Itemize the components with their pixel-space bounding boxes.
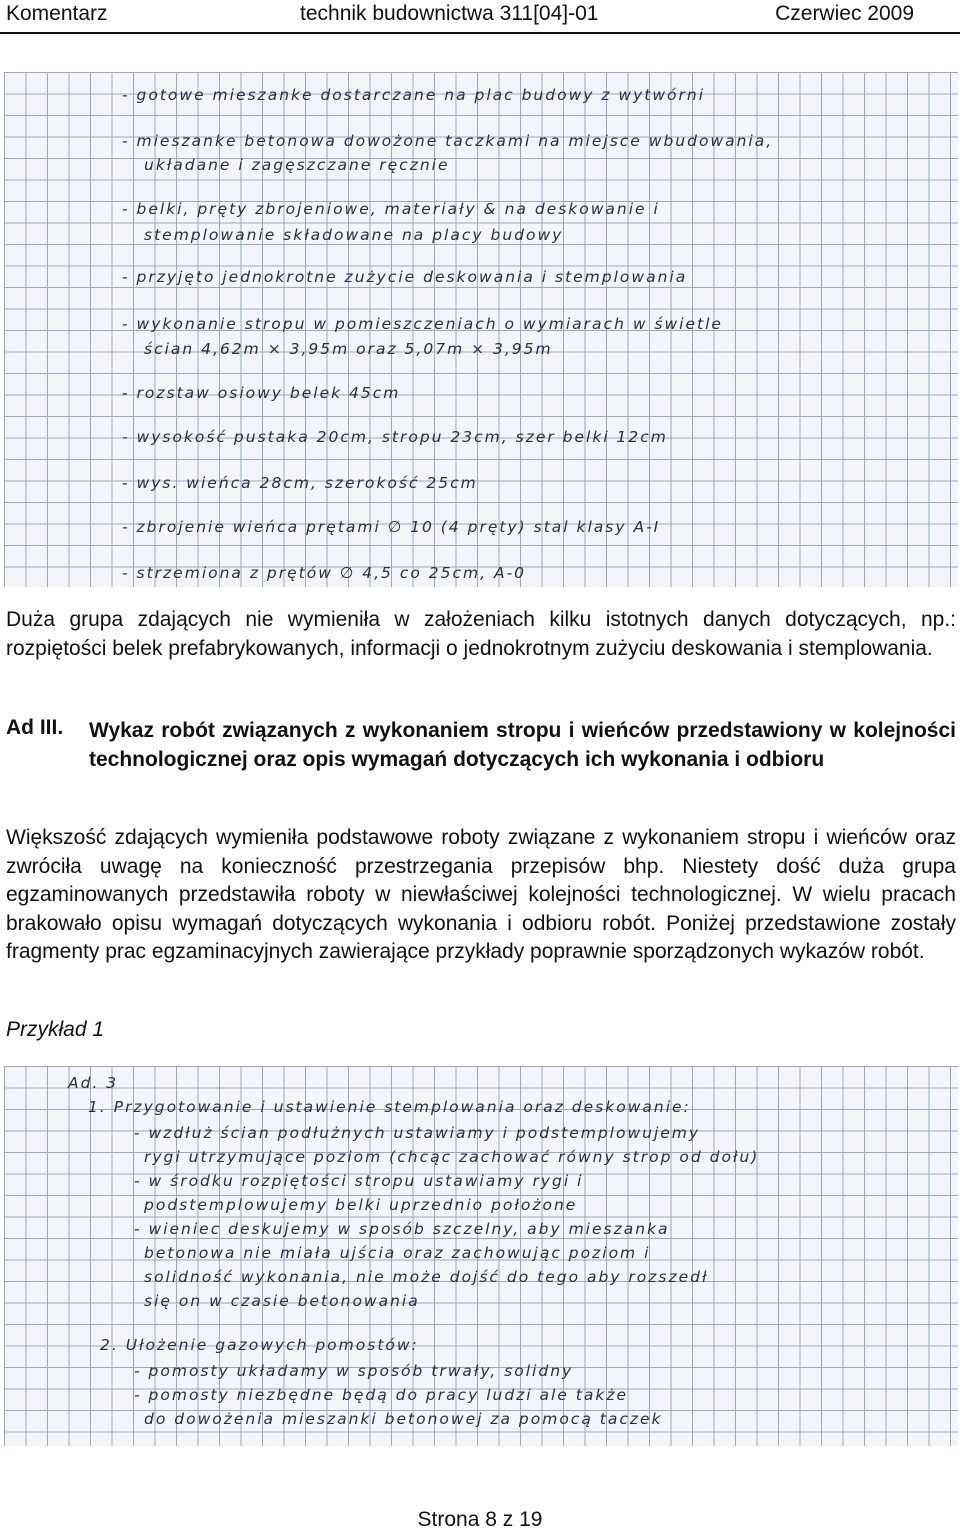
handwritten-line: układane i zagęszczane ręcznie (144, 156, 450, 174)
handwritten-line: Ad. 3 (68, 1074, 119, 1092)
handwritten-line: do dowożenia mieszanki betonowej za pomocą taczek (144, 1410, 663, 1428)
handwritten-line: rygi utrzymujące poziom (chcąc zachować równy strop od dołu) (144, 1148, 760, 1166)
handwritten-line: - wykonanie stropu w pomieszczeniach o wymiarach w świetle (122, 315, 723, 333)
handwritten-line: stemplowanie składowane na placy budowy (144, 226, 564, 244)
handwritten-line: podstemplowujemy belki uprzednio położone (144, 1196, 578, 1214)
page-header (0, 0, 960, 28)
page-number: Strona 8 z 19 (417, 1508, 543, 1531)
handwritten-line: - mieszanke betonowa dowożone taczkami na miejsce wbudowania, (122, 132, 774, 150)
handwritten-scan-1 (4, 72, 958, 587)
handwritten-line: - gotowe mieszanke dostarczane na plac budowy z wytwórni (122, 86, 706, 104)
section-title: Wykaz robót związanych z wykonaniem stropu i wieńców przedstawiony w kolejności technologicznej oraz opis wymagań dotyczących ich wykonania i odbioru (89, 719, 956, 771)
handwritten-line: - pomosty układamy w sposób trwały, solidny (134, 1362, 574, 1380)
paragraph-commentary: Większość zdających wymieniła podstawowe roboty związane z wykonaniem stropu i wieńców oraz zwróciła uwagę na konieczność przestrzegania przepisów bhp. Niestety dość duża grupa egzaminowanych przedstawiła roboty w niewłaściwej kolejności technologicznej. W wielu pracach brakowało opisu wymagań dotyczących wykonania i odbioru robót. Poniżej przedstawione zostały fragmenty prac egzaminacyjnych zawierające przykłady poprawnie sporządzonych wykazów robót. (6, 826, 956, 964)
handwritten-line: ścian 4,62m × 3,95m oraz 5,07m × 3,95m (144, 340, 553, 358)
handwritten-line: - wzdłuż ścian podłużnych ustawiamy i podstemplowujemy (134, 1124, 701, 1142)
example-label: Przykład 1 (6, 1018, 105, 1041)
header-right: Czerwiec 2009 (775, 2, 914, 25)
handwritten-line: - zbrojenie wieńca prętami ∅ 10 (4 pręty) stal klasy A-I (122, 518, 661, 536)
handwritten-line: - pomosty niezbędne będą do pracy ludzi ale także (134, 1386, 629, 1404)
header-center: technik budownictwa 311[04]-01 (300, 2, 599, 25)
handwritten-line: - belki, pręty zbrojeniowe, materiały & na deskowanie i (122, 200, 660, 218)
handwritten-line: 2. Ułożenie gazowych pomostów: (100, 1336, 419, 1354)
handwritten-line: - wys. wieńca 28cm, szerokość 25cm (122, 474, 478, 492)
handwritten-line: - rozstaw osiowy belek 45cm (122, 384, 401, 402)
handwritten-line: się on w czasie betonowania (144, 1292, 420, 1310)
handwritten-line: - wieniec deskujemy w sposób szczelny, aby mieszanka (134, 1220, 670, 1238)
handwritten-line: betonowa nie miała ujścia oraz zachowując poziom i (144, 1244, 651, 1262)
handwritten-line: - w środku rozpiętości stropu ustawiamy rygi i (134, 1172, 584, 1190)
handwritten-line: solidność wykonania, nie może dojść do tego aby rozszedł (144, 1268, 709, 1286)
handwritten-line: 1. Przygotowanie i ustawienie stemplowania oraz deskowanie: (88, 1098, 691, 1116)
paragraph-assumptions: Duża grupa zdających nie wymieniła w założeniach kilku istotnych danych dotyczących, np.: rozpiętości belek prefabrykowanych, informacji o jednokrotnym zużyciu deskowania i stemplowania. (6, 608, 956, 660)
handwritten-line: - strzemiona z prętów ∅ 4,5 co 25cm, A-0 (122, 564, 527, 582)
header-rule (0, 32, 960, 34)
handwritten-line: - przyjęto jednokrotne zużycie deskowania i stemplowania (122, 268, 688, 286)
header-left: Komentarz (6, 2, 108, 25)
section-label: Ad III. (6, 716, 64, 739)
handwritten-scan-2 (4, 1066, 958, 1446)
handwritten-line: - wysokość pustaka 20cm, stropu 23cm, szer belki 12cm (122, 428, 668, 446)
